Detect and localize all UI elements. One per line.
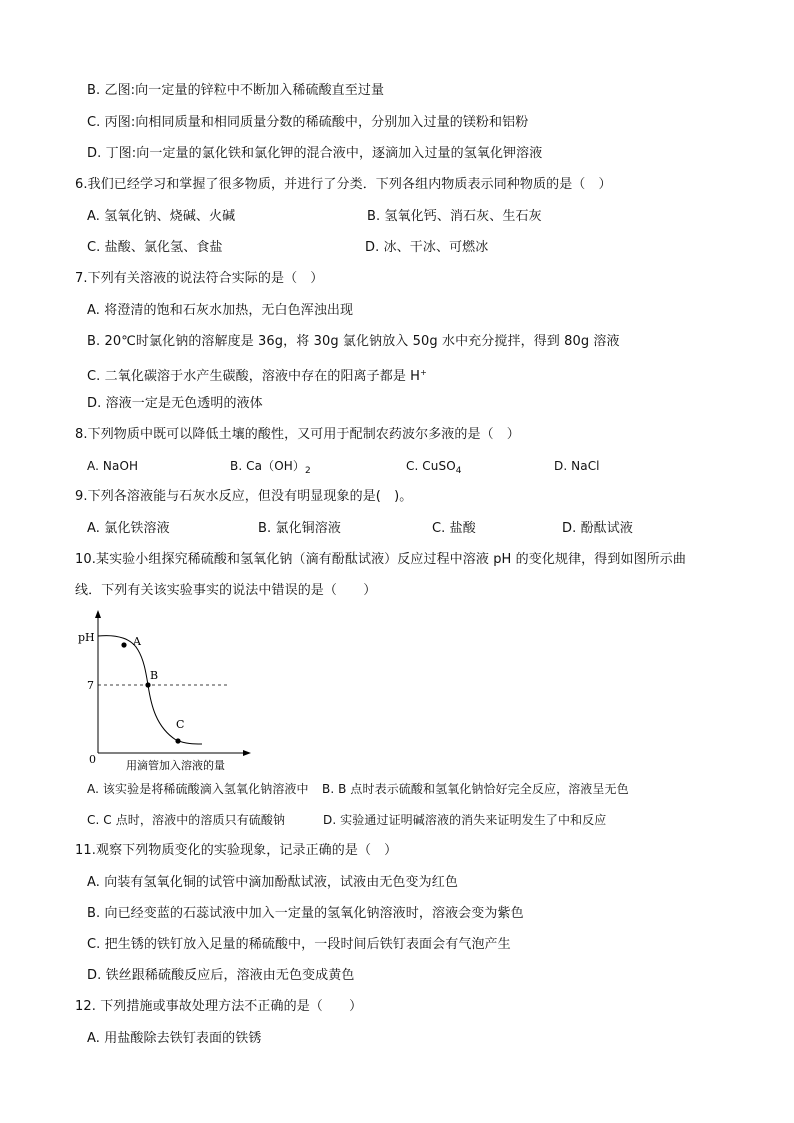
question-7: 7.下列有关溶液的说法符合实际的是（ ） — [75, 271, 324, 286]
q8-option-c-subscript: 4 — [455, 466, 462, 476]
point-c-label: C — [176, 718, 185, 731]
y-axis-label: pH — [78, 631, 95, 644]
q8-option-c — [406, 457, 462, 480]
q9-option-c: C. 盐酸 — [432, 521, 476, 536]
q12-option-a: A. 用盐酸除去铁钉表面的铁锈 — [87, 1031, 262, 1046]
point-a-dot — [121, 642, 126, 647]
point-b-dot — [145, 682, 150, 687]
q11-option-b: B. 向已经变蓝的石蕊试液中加入一定量的氢氧化钠溶液时，溶液会变为紫色 — [87, 906, 524, 921]
question-11: 11.观察下列物质变化的实验现象，记录正确的是（ ） — [75, 843, 398, 858]
q5-option-b: B. 乙图:向一定量的锌粒中不断加入稀硫酸直至过量 — [87, 83, 385, 98]
point-c-dot — [175, 738, 180, 743]
q7-option-a: A. 将澄清的饱和石灰水加热，无白色浑浊出现 — [87, 303, 354, 318]
q6-option-a: A. 氢氧化钠、烧碱、火碱 — [87, 209, 236, 224]
q9-option-a: A. 氯化铁溶液 — [87, 521, 170, 536]
q6-option-c: C. 盐酸、氯化氢、食盐 — [87, 240, 223, 255]
q7-option-c — [87, 364, 427, 386]
x-axis-label: 用滴管加入溶液的量 — [126, 759, 225, 772]
question-6: 6.我们已经学习和掌握了很多物质，并进行了分类．下列各组内物质表示同种物质的是（ ） — [75, 177, 612, 192]
question-10-line-1: 10.某实验小组探究稀硫酸和氢氧化钠（滴有酚酞试液）反应过程中溶液 pH 的变化规律，得到如图所示曲 — [75, 552, 686, 567]
q8-option-b-subscript: 2 — [304, 466, 311, 476]
q8-option-b-text: B. Ca（OH） — [230, 459, 305, 473]
point-b-label: B — [150, 669, 159, 682]
point-a-label: A — [133, 635, 141, 648]
q9-option-d: D. 酚酞试液 — [562, 521, 633, 536]
x-axis-arrow — [243, 750, 251, 756]
q8-option-d: D. NaCl — [554, 459, 600, 473]
q7-option-c-text: C. 二氧化碳溶于水产生碳酸，溶液中存在的阳离子都是 H — [87, 369, 421, 384]
q11-option-c: C. 把生锈的铁钉放入足量的稀硫酸中，一段时间后铁钉表面会有气泡产生 — [87, 937, 511, 952]
q10-option-c: C. C 点时，溶液中的溶质只有硫酸钠 — [87, 813, 286, 827]
origin-label: 0 — [89, 753, 96, 766]
question-8: 8.下列物质中既可以降低土壤的酸性，又可用于配制农药波尔多液的是（ ） — [75, 427, 520, 442]
question-12: 12. 下列措施或事故处理方法不正确的是（ ） — [75, 999, 363, 1014]
q8-option-c-text: C. CuSO — [406, 459, 456, 473]
q5-option-c: C. 丙图:向相同质量和相同质量分数的稀硫酸中，分别加入过量的镁粉和铝粉 — [87, 115, 529, 130]
q7-option-d: D. 溶液一定是无色透明的液体 — [87, 396, 263, 411]
q9-option-b: B. 氯化铜溶液 — [258, 521, 341, 536]
q8-option-a: A. NaOH — [87, 459, 139, 473]
q7-option-b: B. 20℃时氯化钠的溶解度是 36g，将 30g 氯化钠放入 50g 水中充分搅拌，得到 80g 溶液 — [87, 334, 620, 349]
q6-option-b: B. 氢氧化钙、消石灰、生石灰 — [367, 209, 542, 224]
q10-option-b: B. B 点时表示硫酸和氢氧化钠恰好完全反应，溶液呈无色 — [322, 782, 629, 796]
ph7-tick-label: 7 — [87, 679, 94, 692]
q7-option-c-superscript: + — [420, 368, 427, 377]
ph-curve — [98, 636, 202, 744]
q5-option-d: D. 丁图:向一定量的氯化铁和氯化钾的混合液中，逐滴加入过量的氢氧化钾溶液 — [87, 146, 543, 161]
y-axis-arrow — [95, 610, 101, 618]
q8-option-b — [230, 457, 311, 480]
q10-option-a: A. 该实验是将稀硫酸滴入氢氧化钠溶液中 — [87, 782, 309, 796]
q11-option-a: A. 向装有氢氧化铜的试管中滴加酚酞试液，试液由无色变为红色 — [87, 875, 458, 890]
q10-option-d: D. 实验通过证明碱溶液的消失来证明发生了中和反应 — [323, 813, 607, 827]
q6-option-d: D. 冰、干冰、可燃冰 — [365, 240, 489, 255]
question-10-line-2: 线．下列有关该实验事实的说法中错误的是（ ） — [75, 583, 377, 598]
q11-option-d: D. 铁丝跟稀硫酸反应后，溶液由无色变成黄色 — [87, 968, 355, 983]
ph-curve-graph — [70, 605, 260, 775]
question-9: 9.下列各溶液能与石灰水反应，但没有明显现象的是( )。 — [75, 489, 413, 504]
